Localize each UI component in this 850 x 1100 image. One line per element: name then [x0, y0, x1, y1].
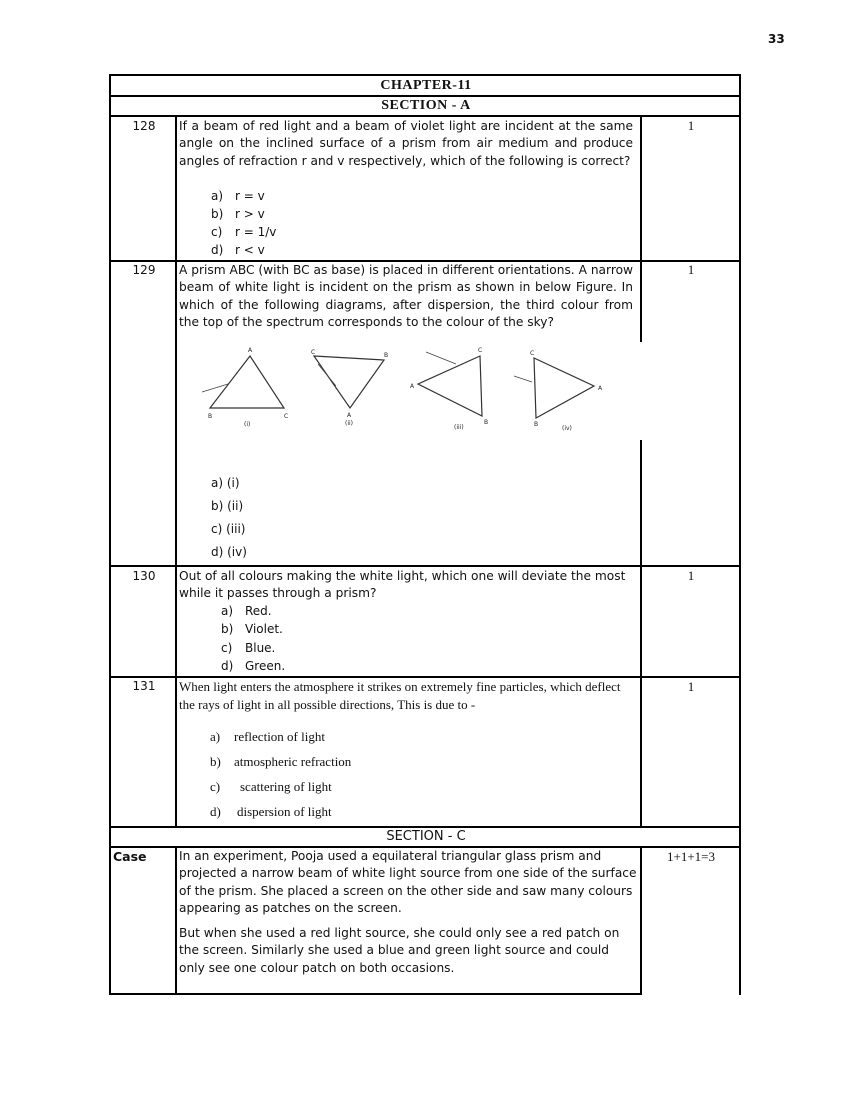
- option-c: c) Blue.: [221, 641, 276, 655]
- svg-text:B: B: [208, 413, 213, 420]
- chapter-title: CHAPTER-11: [380, 78, 472, 93]
- svg-text:A: A: [347, 412, 352, 419]
- option-c: c) r = 1/v: [211, 225, 277, 239]
- prism-diagram-i: [202, 347, 288, 428]
- svg-text:A: A: [598, 385, 603, 392]
- option-c: c) (iii): [211, 522, 246, 536]
- prism-diagram-ii: [311, 349, 388, 427]
- case-label: Case: [113, 849, 147, 864]
- option-c: c) scattering of light: [210, 779, 332, 794]
- svg-text:(ii): (ii): [345, 420, 354, 427]
- svg-text:(iv): (iv): [562, 425, 572, 432]
- page-number: 33: [768, 32, 785, 46]
- option-d: d) Green.: [221, 659, 286, 673]
- section-a-title: SECTION - A: [381, 98, 471, 113]
- case-paragraph: In an experiment, Pooja used a equilateral triangular glass prism and projected a narrow beam of white light source from one side of the surface of the prism. She placed a screen on the other side and saw many colours appearing as patches on the screen.: [179, 849, 637, 915]
- option-d: d) dispersion of light: [210, 804, 332, 819]
- svg-text:C: C: [530, 350, 535, 357]
- question-text: When light enters the atmosphere it strikes on extremely fine particles, which deflect the rays of light in all possible directions, This is due to -: [179, 679, 621, 712]
- option-b: b) atmospheric refraction: [210, 754, 352, 769]
- option-b: b) r > v: [211, 207, 265, 221]
- svg-text:C: C: [311, 349, 316, 356]
- svg-text:B: B: [484, 419, 489, 426]
- svg-text:(i): (i): [244, 421, 251, 428]
- svg-text:C: C: [284, 413, 289, 420]
- svg-text:(iii): (iii): [454, 424, 464, 431]
- case-paragraph: But when she used a red light source, she could only see a red patch on the screen. Similarly she used a blue and green light source and could only see one colour patch on both occasions.: [179, 926, 620, 975]
- question-marks: 1: [687, 679, 695, 694]
- option-a: a) Red.: [221, 604, 272, 618]
- option-b: b) (ii): [211, 499, 244, 513]
- svg-text:C: C: [478, 347, 483, 354]
- option-a: a) reflection of light: [210, 729, 325, 744]
- option-a: a) r = v: [211, 189, 265, 203]
- option-b: b) Violet.: [221, 622, 283, 636]
- prism-orientations-figure: [180, 340, 640, 440]
- case-text: [179, 848, 637, 985]
- option-d: d) (iv): [211, 545, 247, 559]
- option-a: a) (i): [211, 476, 240, 490]
- section-c-title: SECTION - C: [386, 829, 466, 844]
- question-number: 131: [132, 679, 156, 693]
- svg-text:B: B: [384, 352, 389, 359]
- svg-text:A: A: [248, 347, 253, 354]
- question-marks: 1: [687, 568, 695, 583]
- prism-diagram-iv: [514, 350, 603, 432]
- question-marks: 1: [687, 262, 695, 277]
- option-d: d) r < v: [211, 243, 265, 257]
- question-marks: 1: [687, 118, 695, 133]
- question-number: 130: [132, 569, 156, 583]
- svg-text:A: A: [410, 383, 415, 390]
- question-number: 128: [132, 119, 156, 133]
- question-number: 129: [132, 263, 156, 277]
- prism-diagram-iii: [410, 347, 488, 431]
- question-text: Out of all colours making the white light, which one will deviate the most while it passes through a prism?: [179, 569, 626, 601]
- svg-text:B: B: [534, 421, 539, 428]
- case-marks: 1+1+1=3: [667, 849, 715, 864]
- question-text: If a beam of red light and a beam of violet light are incident at the same angle on the inclined surface of a prism from air medium and produce angles of refraction r and v respectively, which of the following is correct?: [179, 119, 633, 168]
- question-text: A prism ABC (with BC as base) is placed in different orientations. A narrow beam of white light is incident on the prism as shown in below Figure. In which of the following diagrams, after dispersion, the third colour from the top of the spectrum corresponds to the colour of the sky?: [179, 263, 633, 329]
